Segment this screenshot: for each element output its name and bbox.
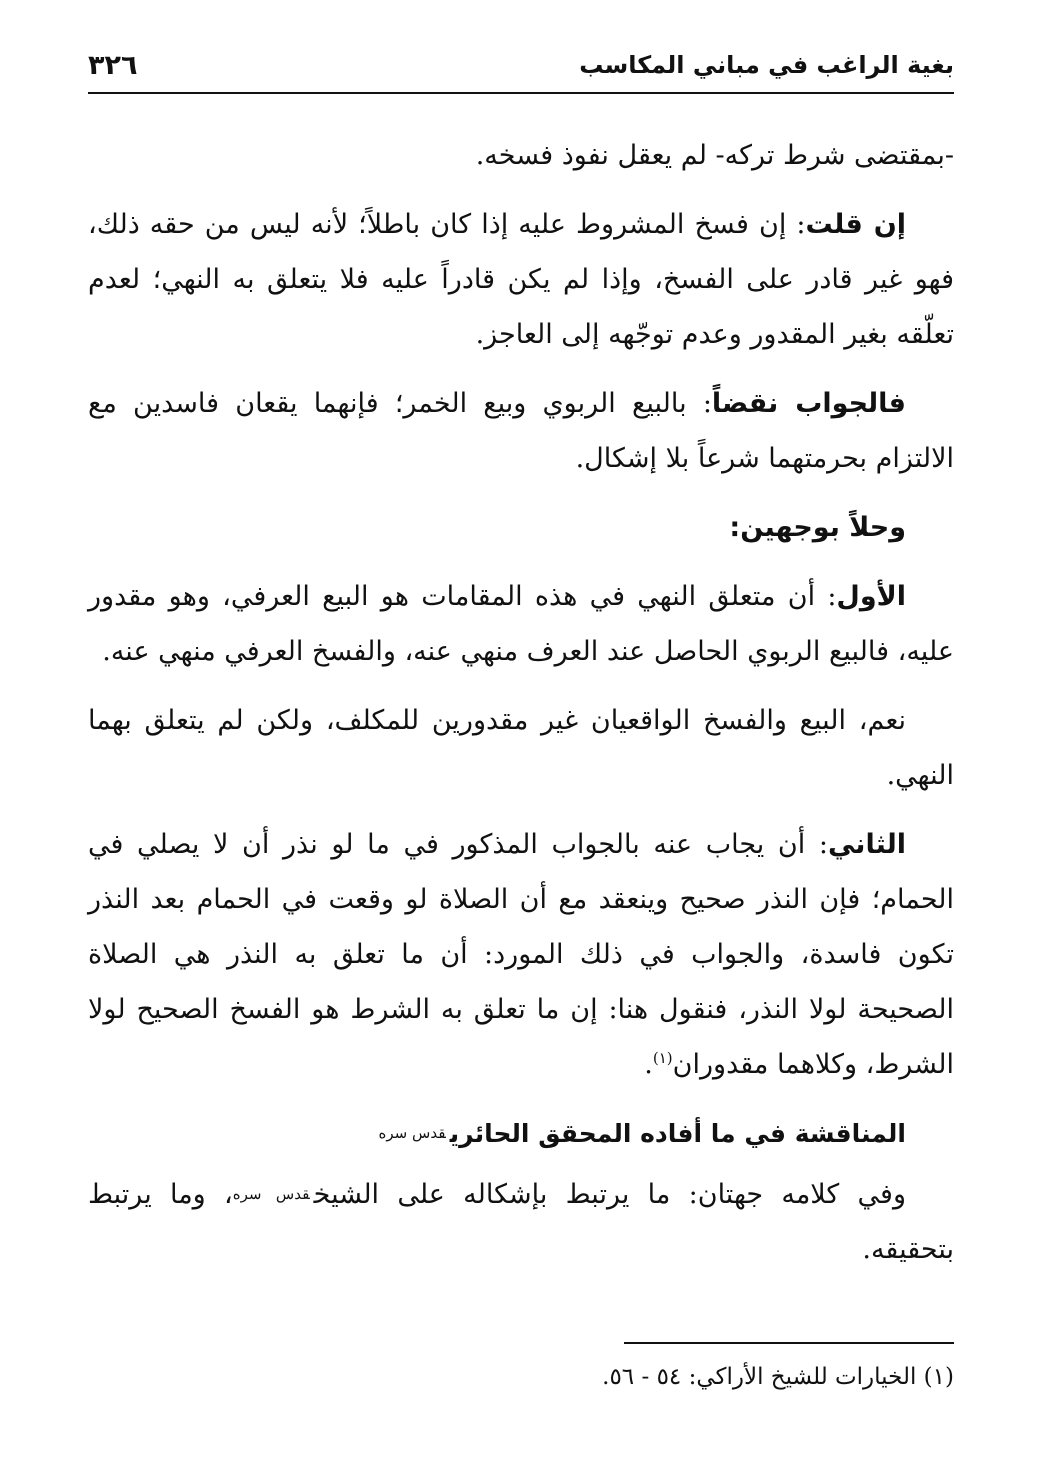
paragraph-lead: الأول xyxy=(836,581,906,612)
footnote xyxy=(88,1360,954,1394)
paragraph-text: : أن يجاب عنه بالجواب المذكور في ما لو نذر أن لا يصلي في الحمام؛ فإن النذر صحيح وينعقد مع أن الصلاة لو وقعت في الحمام بعد النذر تكون فاسدة، والجواب في ذلك المورد: أن ما تعلق به النذر هي الصلاة الصحيحة لولا النذر، فنقول هنا: إن ما تعلق به الشرط هو الفسخ الصحيح لولا الشرط، وكلاهما مقدوران xyxy=(88,829,954,1080)
paragraph-two-ways xyxy=(88,500,954,555)
header-divider xyxy=(88,92,954,94)
paragraph-text: : أن متعلق النهي في هذه المقامات هو البيع العرفي، وهو مقدور عليه، فالبيع الربوي الحاصل عند العرف منهي عنه، والفسخ العرفي منهي عنه. xyxy=(88,581,954,667)
main-text xyxy=(88,128,954,1291)
paragraph-text: ، وما يرتبط بتحقيقه. xyxy=(88,1179,954,1265)
paragraph-lead: فالجواب نقضاً xyxy=(711,388,906,419)
paragraph-text: وحلاً بوجهين: xyxy=(729,512,906,543)
paragraph-discussion xyxy=(88,1167,954,1277)
footnote-reference: (١) xyxy=(652,1049,673,1067)
paragraph-text: : إن فسخ المشروط عليه إذا كان باطلاً؛ لأنه ليس من حقه ذلك، فهو غير قادر على الفسخ، وإذا لم يكن قادراً عليه فلا يتعلق به النهي؛ لعدم تعلّقه بغير المقدور وعدم توجّهه إلى العاجز. xyxy=(88,209,954,350)
paragraph-answer xyxy=(88,376,954,486)
document-page xyxy=(88,0,954,1469)
paragraph-end: . xyxy=(644,1049,653,1080)
paragraph-lead: الثاني xyxy=(827,829,906,860)
section-heading xyxy=(88,1106,954,1161)
paragraph-objection xyxy=(88,197,954,362)
page-header xyxy=(88,44,954,86)
running-title: بغية الراغب في مباني المكاسب xyxy=(579,51,954,79)
paragraph-continuation xyxy=(88,128,954,183)
paragraph-text: وفي كلامه جهتان: ما يرتبط بإشكاله على الشيخ xyxy=(313,1179,906,1210)
paragraph-text: -بمقتضى شرط تركه- لم يعقل نفوذ فسخه. xyxy=(475,140,954,171)
paragraph-second xyxy=(88,817,954,1092)
section-heading-text: المناقشة في ما أفاده المحقق الحائري xyxy=(449,1119,906,1148)
footnote-divider xyxy=(624,1342,954,1344)
paragraph-text: نعم، البيع والفسخ الواقعيان غير مقدورين للمكلف، ولكن لم يتعلق بهما النهي. xyxy=(88,705,954,791)
paragraph-lead: إن قلت xyxy=(805,209,907,240)
honorific-mark: قدس سره xyxy=(378,1124,446,1142)
page-number: ٣٢٦ xyxy=(88,49,138,81)
paragraph-first xyxy=(88,569,954,679)
paragraph-note xyxy=(88,693,954,803)
paragraph-text: : بالبيع الربوي وبيع الخمر؛ فإنهما يقعان فاسدين مع الالتزام بحرمتهما شرعاً بلا إشكال. xyxy=(88,388,954,474)
footnote-text: (١) الخيارات للشيخ الأراكي: ٥٤ - ٥٦. xyxy=(602,1364,954,1390)
honorific-mark: قدس سره xyxy=(232,1185,310,1203)
